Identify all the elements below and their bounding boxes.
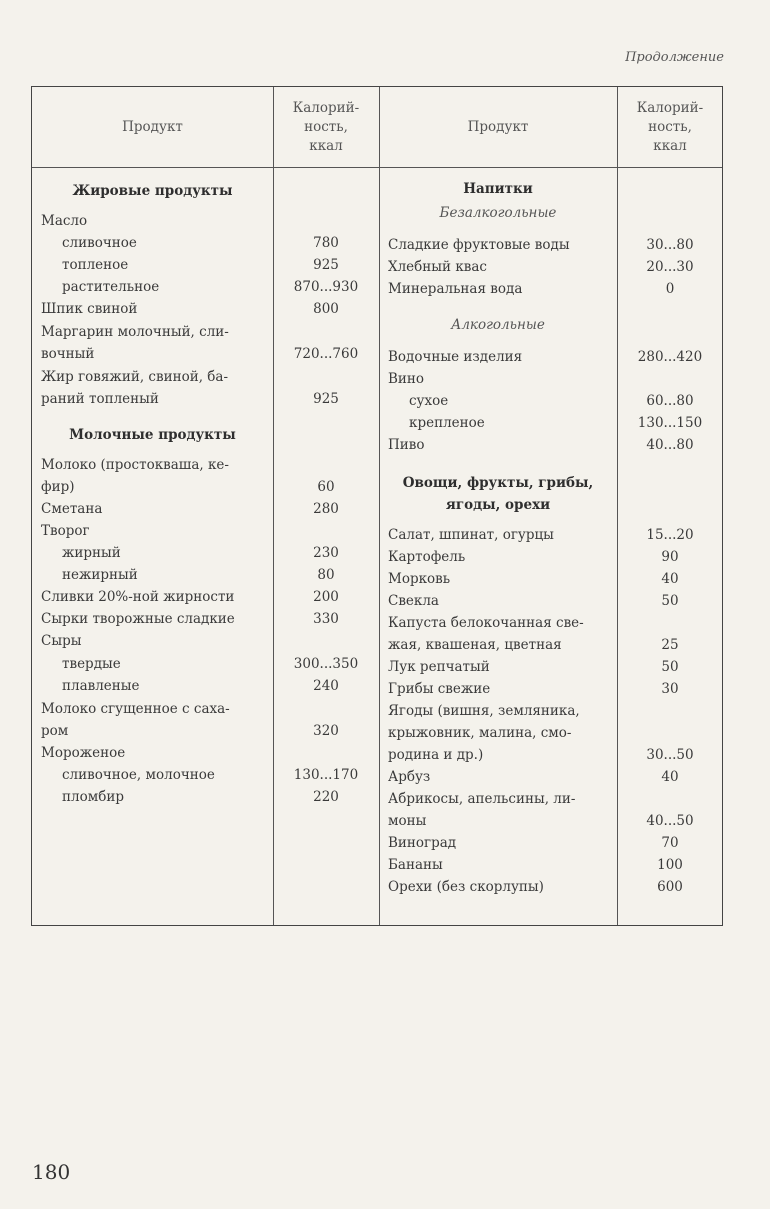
calorie-value: 70	[661, 835, 679, 851]
product-name: Сыры	[41, 633, 82, 649]
product-name: Творог	[41, 523, 90, 539]
header-product-left: Продукт	[122, 118, 183, 135]
product-name: вочный	[41, 346, 95, 362]
product-name: Сметана	[41, 501, 103, 517]
product-name: Грибы свежие	[388, 681, 491, 697]
calorie-value: 780	[313, 235, 339, 251]
product-name: Жировые продукты	[72, 183, 233, 199]
calorie-value: 320	[313, 723, 339, 739]
calorie-value: 25	[661, 637, 679, 653]
right-column	[379, 167, 724, 925]
calorie-value: 870...930	[293, 279, 359, 295]
product-name: Капуста белокочанная све-	[388, 615, 584, 631]
calorie-value: 280...420	[637, 349, 703, 365]
product-name: Салат, шпинат, огурцы	[388, 527, 554, 543]
product-name: жирный	[62, 545, 121, 561]
calorie-value: 720...760	[293, 346, 359, 362]
calorie-value: 50	[661, 659, 679, 675]
product-name: Шпик свиной	[41, 301, 138, 317]
calorie-value: 240	[313, 678, 339, 694]
calorie-value: 30...50	[646, 747, 694, 763]
product-name: Пиво	[388, 437, 425, 453]
product-name: пломбир	[62, 789, 124, 805]
calorie-value: 925	[313, 257, 339, 273]
calorie-value: 230	[313, 545, 339, 561]
calorie-value: 40	[661, 571, 679, 587]
calorie-table	[31, 86, 723, 926]
product-name: сливочное, молочное	[62, 767, 215, 783]
calorie-value: 30	[661, 681, 679, 697]
product-name: Безалкогольные	[439, 205, 557, 221]
product-name: Сладкие фруктовые воды	[388, 237, 570, 253]
product-name: Овощи, фрукты, грибы,	[402, 475, 594, 491]
calorie-value: 60...80	[646, 393, 694, 409]
product-name: Водочные изделия	[388, 349, 523, 365]
product-name: Арбуз	[388, 769, 431, 785]
product-name: твердые	[62, 656, 121, 672]
calorie-value: 925	[313, 391, 339, 407]
calorie-value: 330	[313, 611, 339, 627]
product-name: Молоко (простокваша, ке-	[41, 457, 229, 473]
calorie-value: 100	[657, 857, 683, 873]
product-name: Маргарин молочный, сли-	[41, 324, 229, 340]
product-name: сухое	[409, 393, 449, 409]
product-name: крепленое	[409, 415, 485, 431]
calorie-value: 600	[657, 879, 683, 895]
product-name: фир)	[41, 479, 75, 495]
calorie-value: 15...20	[646, 527, 694, 543]
product-name: Виноград	[388, 835, 457, 851]
product-name: Картофель	[388, 549, 466, 565]
continuation-label: Продолжение	[625, 50, 724, 65]
product-name: Сырки творожные сладкие	[41, 611, 235, 627]
calorie-value: 40...50	[646, 813, 694, 829]
calorie-value: 200	[313, 589, 339, 605]
product-name: Напитки	[463, 181, 533, 197]
product-name: Алкогольные	[451, 317, 545, 333]
calorie-value: 0	[665, 281, 675, 297]
calorie-value: 40	[661, 769, 679, 785]
product-name: Хлебный квас	[388, 259, 487, 275]
product-name: Вино	[388, 371, 425, 387]
product-name: растительное	[62, 279, 160, 295]
product-name: топленое	[62, 257, 129, 273]
product-name: Молоко сгущенное с саха-	[41, 701, 230, 717]
product-name: моны	[388, 813, 427, 829]
product-name: родина и др.)	[388, 747, 484, 763]
calorie-value: 90	[661, 549, 679, 565]
product-name: раний топленый	[41, 391, 159, 407]
product-name: Морковь	[388, 571, 451, 587]
calorie-value: 220	[313, 789, 339, 805]
product-name: Жир говяжий, свиной, ба-	[41, 369, 229, 385]
product-name: плавленые	[62, 678, 140, 694]
calorie-value: 60	[317, 479, 335, 495]
product-name: ром	[41, 723, 69, 739]
product-name: Лук репчатый	[388, 659, 490, 675]
product-name: Орехи (без скорлупы)	[388, 879, 544, 895]
header-calories-left: Калорий- ность, ккал	[292, 99, 360, 154]
product-name: крыжовник, малина, смо-	[388, 725, 572, 741]
product-name: сливочное	[62, 235, 137, 251]
product-name: Свекла	[388, 593, 439, 609]
calorie-value: 20...30	[646, 259, 694, 275]
product-name: Минеральная вода	[388, 281, 523, 297]
product-name: жая, квашеная, цветная	[388, 637, 562, 653]
header-calories-right: Калорий- ность, ккал	[636, 99, 704, 154]
product-name: Бананы	[388, 857, 443, 873]
calorie-value: 30...80	[646, 237, 694, 253]
calorie-value: 800	[313, 301, 339, 317]
product-name: Мороженое	[41, 745, 126, 761]
calorie-value: 80	[317, 567, 335, 583]
header-product-right: Продукт	[467, 118, 529, 135]
calorie-value: 50	[661, 593, 679, 609]
left-column	[32, 167, 379, 925]
calorie-value: 280	[313, 501, 339, 517]
product-name: ягоды, орехи	[445, 497, 551, 513]
calorie-value: 130...170	[293, 767, 359, 783]
product-name: Абрикосы, апельсины, ли-	[388, 791, 576, 807]
product-name: Сливки 20%-ной жирности	[41, 589, 235, 605]
calorie-value: 40...80	[646, 437, 694, 453]
page-number: 180	[32, 1160, 71, 1184]
product-name: Масло	[41, 213, 88, 229]
product-name: Молочные продукты	[69, 427, 236, 443]
product-name: нежирный	[62, 567, 138, 583]
product-name: Ягоды (вишня, земляника,	[388, 703, 580, 719]
calorie-value: 130...150	[637, 415, 703, 431]
calorie-value: 300...350	[293, 656, 359, 672]
